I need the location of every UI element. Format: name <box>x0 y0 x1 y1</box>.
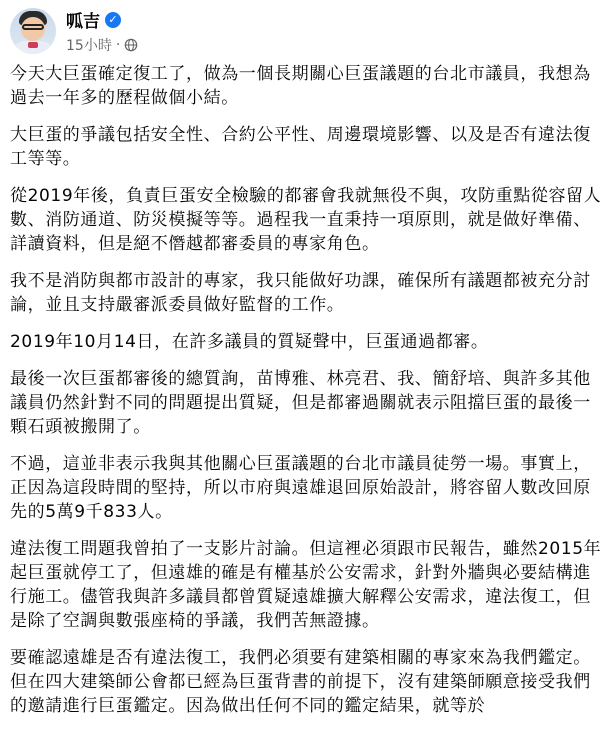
author-name[interactable]: 呱吉 <box>66 12 100 32</box>
name-row <box>66 7 138 32</box>
post-paragraph: 最後一次巨蛋都審後的總質詢，苗博雅、林亮君、我、簡舒培、與許多其他議員仍然針對不同的問題提出質疑，但是都審過關就表示阻擋巨蛋的最後一顆石頭被搬開了。 <box>10 369 591 437</box>
post-paragraph: 今天大巨蛋確定復工了，做為一個長期關心巨蛋議題的台北市議員，我想為過去一年多的歷程做個小結。 <box>10 64 591 108</box>
post-paragraph: 不過，這並非表示我與其他關心巨蛋議題的台北市議員徒勞一場。事實上，正因為這段時間的堅持，所以市府與遠雄退回原始設計，將容留人數改回原先的5萬9千833人。 <box>10 454 591 522</box>
post-paragraph: 從2019年後，負責巨蛋安全檢驗的都審會我就無役不與，攻防重點從容留人數、消防通道、防災模擬等等。過程我一直秉持一項原則，就是做好準備、詳讀資料，但是絕不僭越都審委員的專家角色。 <box>10 186 602 254</box>
verified-badge-icon: ✓ <box>105 12 121 28</box>
author-meta <box>66 7 138 55</box>
post-paragraph: 大巨蛋的爭議包括安全性、合約公平性、周邊環境影響、以及是否有違法復工等等。 <box>10 125 591 169</box>
meta-separator: · <box>115 37 121 53</box>
post-paragraph: 違法復工問題我曾拍了一支影片討論。但這裡必須跟市民報告，雖然2015年起巨蛋就停工了，但遠雄的確是有權基於公安需求，針對外牆與必要結構進行施工。儘管我與許多議員都曾質疑遠雄擴大解釋公安需求，違法復工，但是除了空調與數張座椅的爭議，我們苦無證據。 <box>10 539 602 631</box>
post-body <box>10 62 602 731</box>
post-paragraph: 我不是消防與都市設計的專家，我只能做好功課，確保所有議題都被充分討論，並且支持嚴審派委員做好監督的工作。 <box>10 271 591 315</box>
post-header <box>10 0 138 62</box>
post-paragraph: 2019年10月14日，在許多議員的質疑聲中，巨蛋通過都審。 <box>10 332 489 352</box>
post-paragraph: 要確認遠雄是否有違法復工，我們必須要有建築相關的專家來為我們鑑定。但在四大建築師公會都已經為巨蛋背書的前提下，沒有建築師願意接受我們的邀請進行巨蛋鑑定。因為做出任何不同的鑑定結果，就等於 <box>10 648 591 716</box>
globe-icon <box>124 38 138 52</box>
avatar-bowtie <box>28 42 38 48</box>
author-avatar[interactable] <box>10 8 56 54</box>
post-timestamp[interactable]: 15小時 <box>66 38 112 54</box>
avatar-glasses <box>22 24 44 30</box>
time-row <box>66 35 138 55</box>
